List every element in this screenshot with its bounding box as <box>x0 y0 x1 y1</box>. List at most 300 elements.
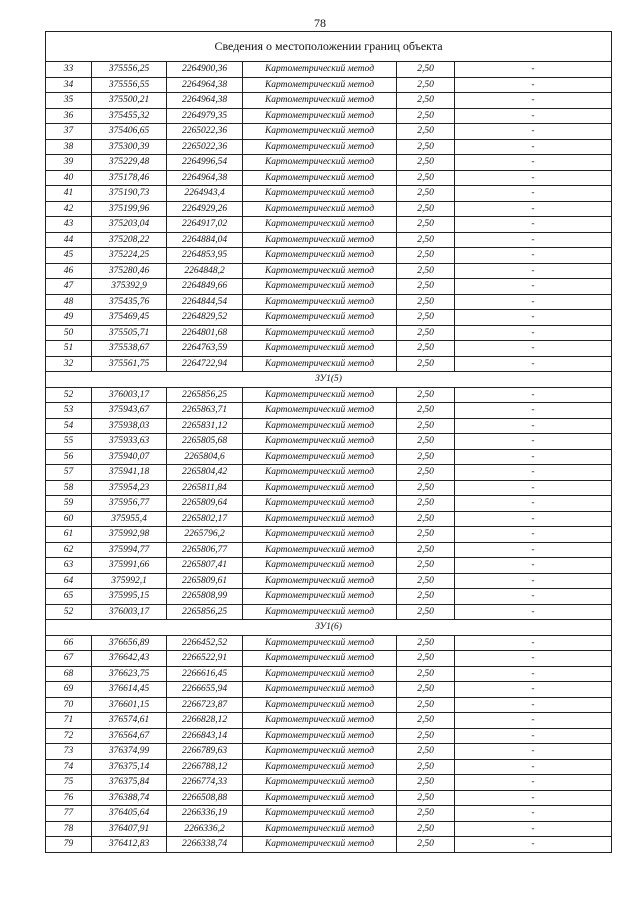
method-cell: Картометрический метод <box>243 341 397 357</box>
point-number-cell: 65 <box>46 589 92 605</box>
x-coordinate-cell: 375435,76 <box>92 294 167 310</box>
accuracy-cell: 2,50 <box>397 480 455 496</box>
point-number-cell: 64 <box>46 573 92 589</box>
y-coordinate-cell: 2265809,61 <box>167 573 243 589</box>
x-coordinate-cell: 375940,07 <box>92 449 167 465</box>
x-coordinate-cell: 375190,73 <box>92 186 167 202</box>
accuracy-cell: 2,50 <box>397 790 455 806</box>
description-cell: - <box>455 465 612 481</box>
table-row <box>46 418 612 434</box>
accuracy-cell: 2,50 <box>397 821 455 837</box>
description-cell: - <box>455 77 612 93</box>
method-cell: Картометрический метод <box>243 325 397 341</box>
table-row <box>46 155 612 171</box>
y-coordinate-cell: 2264801,68 <box>167 325 243 341</box>
table-title: Сведения о местоположении границ объекта <box>46 32 612 62</box>
x-coordinate-cell: 375203,04 <box>92 217 167 233</box>
point-number-cell: 52 <box>46 604 92 620</box>
table-row <box>46 217 612 233</box>
point-number-cell: 52 <box>46 387 92 403</box>
point-number-cell: 33 <box>46 62 92 78</box>
x-coordinate-cell: 375992,1 <box>92 573 167 589</box>
table-row <box>46 77 612 93</box>
point-number-cell: 77 <box>46 806 92 822</box>
table-row <box>46 697 612 713</box>
y-coordinate-cell: 2264979,35 <box>167 108 243 124</box>
accuracy-cell: 2,50 <box>397 387 455 403</box>
point-number-cell: 44 <box>46 232 92 248</box>
accuracy-cell: 2,50 <box>397 759 455 775</box>
method-cell: Картометрический метод <box>243 604 397 620</box>
accuracy-cell: 2,50 <box>397 124 455 140</box>
method-cell: Картометрический метод <box>243 589 397 605</box>
section-label: ЗУ1(5) <box>46 372 612 388</box>
description-cell: - <box>455 325 612 341</box>
description-cell: - <box>455 759 612 775</box>
point-number-cell: 47 <box>46 279 92 295</box>
x-coordinate-cell: 376656,89 <box>92 635 167 651</box>
y-coordinate-cell: 2265804,42 <box>167 465 243 481</box>
method-cell: Картометрический метод <box>243 821 397 837</box>
description-cell: - <box>455 496 612 512</box>
y-coordinate-cell: 2264848,2 <box>167 263 243 279</box>
accuracy-cell: 2,50 <box>397 697 455 713</box>
accuracy-cell: 2,50 <box>397 170 455 186</box>
x-coordinate-cell: 375300,39 <box>92 139 167 155</box>
accuracy-cell: 2,50 <box>397 713 455 729</box>
point-number-cell: 68 <box>46 666 92 682</box>
table-row <box>46 341 612 357</box>
description-cell: - <box>455 341 612 357</box>
description-cell: - <box>455 697 612 713</box>
x-coordinate-cell: 376601,15 <box>92 697 167 713</box>
point-number-cell: 72 <box>46 728 92 744</box>
description-cell: - <box>455 527 612 543</box>
table-row <box>46 139 612 155</box>
table-row <box>46 511 612 527</box>
point-number-cell: 50 <box>46 325 92 341</box>
x-coordinate-cell: 375556,25 <box>92 62 167 78</box>
x-coordinate-cell: 376375,14 <box>92 759 167 775</box>
accuracy-cell: 2,50 <box>397 666 455 682</box>
point-number-cell: 73 <box>46 744 92 760</box>
section-header-row <box>46 620 612 636</box>
method-cell: Картометрический метод <box>243 697 397 713</box>
table-row <box>46 728 612 744</box>
method-cell: Картометрический метод <box>243 434 397 450</box>
table-row <box>46 713 612 729</box>
table-row <box>46 837 612 853</box>
point-number-cell: 55 <box>46 434 92 450</box>
y-coordinate-cell: 2266452,52 <box>167 635 243 651</box>
description-cell: - <box>455 403 612 419</box>
y-coordinate-cell: 2264964,38 <box>167 170 243 186</box>
table-header-row <box>46 32 612 62</box>
point-number-cell: 37 <box>46 124 92 140</box>
table-row <box>46 124 612 140</box>
method-cell: Картометрический метод <box>243 232 397 248</box>
accuracy-cell: 2,50 <box>397 93 455 109</box>
x-coordinate-cell: 375994,77 <box>92 542 167 558</box>
table-row <box>46 387 612 403</box>
accuracy-cell: 2,50 <box>397 728 455 744</box>
point-number-cell: 74 <box>46 759 92 775</box>
x-coordinate-cell: 376375,84 <box>92 775 167 791</box>
point-number-cell: 36 <box>46 108 92 124</box>
description-cell: - <box>455 279 612 295</box>
method-cell: Картометрический метод <box>243 62 397 78</box>
description-cell: - <box>455 558 612 574</box>
table-row <box>46 682 612 698</box>
method-cell: Картометрический метод <box>243 480 397 496</box>
table-row <box>46 496 612 512</box>
description-cell: - <box>455 108 612 124</box>
method-cell: Картометрический метод <box>243 310 397 326</box>
table-row <box>46 527 612 543</box>
table-row <box>46 604 612 620</box>
description-cell: - <box>455 666 612 682</box>
method-cell: Картометрический метод <box>243 728 397 744</box>
table-row <box>46 310 612 326</box>
accuracy-cell: 2,50 <box>397 325 455 341</box>
description-cell: - <box>455 356 612 372</box>
point-number-cell: 54 <box>46 418 92 434</box>
x-coordinate-cell: 375941,18 <box>92 465 167 481</box>
y-coordinate-cell: 2266789,63 <box>167 744 243 760</box>
description-cell: - <box>455 682 612 698</box>
table-row <box>46 62 612 78</box>
accuracy-cell: 2,50 <box>397 465 455 481</box>
point-number-cell: 61 <box>46 527 92 543</box>
description-cell: - <box>455 310 612 326</box>
table-row <box>46 651 612 667</box>
description-cell: - <box>455 604 612 620</box>
y-coordinate-cell: 2265022,36 <box>167 139 243 155</box>
table-row <box>46 93 612 109</box>
table-row <box>46 806 612 822</box>
x-coordinate-cell: 375955,4 <box>92 511 167 527</box>
x-coordinate-cell: 376405,64 <box>92 806 167 822</box>
point-number-cell: 71 <box>46 713 92 729</box>
description-cell: - <box>455 837 612 853</box>
table-body <box>46 62 612 853</box>
y-coordinate-cell: 2265811,84 <box>167 480 243 496</box>
accuracy-cell: 2,50 <box>397 62 455 78</box>
method-cell: Картометрический метод <box>243 542 397 558</box>
x-coordinate-cell: 375469,45 <box>92 310 167 326</box>
accuracy-cell: 2,50 <box>397 682 455 698</box>
accuracy-cell: 2,50 <box>397 496 455 512</box>
table-row <box>46 449 612 465</box>
accuracy-cell: 2,50 <box>397 589 455 605</box>
accuracy-cell: 2,50 <box>397 356 455 372</box>
y-coordinate-cell: 2266508,88 <box>167 790 243 806</box>
table-row <box>46 263 612 279</box>
table-row <box>46 790 612 806</box>
table-row <box>46 170 612 186</box>
table-row <box>46 108 612 124</box>
method-cell: Картометрический метод <box>243 713 397 729</box>
x-coordinate-cell: 375938,03 <box>92 418 167 434</box>
table-row <box>46 775 612 791</box>
x-coordinate-cell: 375392,9 <box>92 279 167 295</box>
description-cell: - <box>455 263 612 279</box>
accuracy-cell: 2,50 <box>397 279 455 295</box>
point-number-cell: 38 <box>46 139 92 155</box>
method-cell: Картометрический метод <box>243 806 397 822</box>
description-cell: - <box>455 821 612 837</box>
description-cell: - <box>455 806 612 822</box>
method-cell: Картометрический метод <box>243 186 397 202</box>
table-row <box>46 201 612 217</box>
y-coordinate-cell: 2265796,2 <box>167 527 243 543</box>
point-number-cell: 59 <box>46 496 92 512</box>
description-cell: - <box>455 713 612 729</box>
accuracy-cell: 2,50 <box>397 294 455 310</box>
accuracy-cell: 2,50 <box>397 232 455 248</box>
x-coordinate-cell: 376642,43 <box>92 651 167 667</box>
point-number-cell: 79 <box>46 837 92 853</box>
table-row <box>46 744 612 760</box>
y-coordinate-cell: 2264964,38 <box>167 93 243 109</box>
description-cell: - <box>455 248 612 264</box>
point-number-cell: 46 <box>46 263 92 279</box>
method-cell: Картометрический метод <box>243 418 397 434</box>
point-number-cell: 45 <box>46 248 92 264</box>
x-coordinate-cell: 376388,74 <box>92 790 167 806</box>
accuracy-cell: 2,50 <box>397 542 455 558</box>
table-row <box>46 325 612 341</box>
method-cell: Картометрический метод <box>243 837 397 853</box>
accuracy-cell: 2,50 <box>397 139 455 155</box>
x-coordinate-cell: 375224,25 <box>92 248 167 264</box>
accuracy-cell: 2,50 <box>397 186 455 202</box>
point-number-cell: 62 <box>46 542 92 558</box>
method-cell: Картометрический метод <box>243 511 397 527</box>
x-coordinate-cell: 375199,96 <box>92 201 167 217</box>
y-coordinate-cell: 2266522,91 <box>167 651 243 667</box>
table-row <box>46 573 612 589</box>
description-cell: - <box>455 790 612 806</box>
table-row <box>46 294 612 310</box>
point-number-cell: 34 <box>46 77 92 93</box>
x-coordinate-cell: 375995,15 <box>92 589 167 605</box>
section-label: ЗУ1(6) <box>46 620 612 636</box>
method-cell: Картометрический метод <box>243 449 397 465</box>
table-row <box>46 434 612 450</box>
y-coordinate-cell: 2264849,66 <box>167 279 243 295</box>
accuracy-cell: 2,50 <box>397 744 455 760</box>
point-number-cell: 49 <box>46 310 92 326</box>
method-cell: Картометрический метод <box>243 356 397 372</box>
y-coordinate-cell: 2266616,45 <box>167 666 243 682</box>
method-cell: Картометрический метод <box>243 682 397 698</box>
x-coordinate-cell: 376564,67 <box>92 728 167 744</box>
y-coordinate-cell: 2266336,19 <box>167 806 243 822</box>
y-coordinate-cell: 2265804,6 <box>167 449 243 465</box>
method-cell: Картометрический метод <box>243 279 397 295</box>
y-coordinate-cell: 2264722,94 <box>167 356 243 372</box>
x-coordinate-cell: 375556,55 <box>92 77 167 93</box>
y-coordinate-cell: 2264996,54 <box>167 155 243 171</box>
y-coordinate-cell: 2264763,59 <box>167 341 243 357</box>
point-number-cell: 53 <box>46 403 92 419</box>
method-cell: Картометрический метод <box>243 666 397 682</box>
y-coordinate-cell: 2265802,17 <box>167 511 243 527</box>
table-row <box>46 666 612 682</box>
y-coordinate-cell: 2264853,95 <box>167 248 243 264</box>
description-cell: - <box>455 651 612 667</box>
point-number-cell: 76 <box>46 790 92 806</box>
method-cell: Картометрический метод <box>243 558 397 574</box>
x-coordinate-cell: 375933,63 <box>92 434 167 450</box>
point-number-cell: 63 <box>46 558 92 574</box>
point-number-cell: 35 <box>46 93 92 109</box>
method-cell: Картометрический метод <box>243 651 397 667</box>
y-coordinate-cell: 2266774,33 <box>167 775 243 791</box>
point-number-cell: 48 <box>46 294 92 310</box>
table-row <box>46 759 612 775</box>
method-cell: Картометрический метод <box>243 139 397 155</box>
x-coordinate-cell: 375954,23 <box>92 480 167 496</box>
table-row <box>46 589 612 605</box>
y-coordinate-cell: 2266843,14 <box>167 728 243 744</box>
y-coordinate-cell: 2265809,64 <box>167 496 243 512</box>
table-row <box>46 480 612 496</box>
point-number-cell: 75 <box>46 775 92 791</box>
description-cell: - <box>455 201 612 217</box>
x-coordinate-cell: 375178,46 <box>92 170 167 186</box>
x-coordinate-cell: 376623,75 <box>92 666 167 682</box>
accuracy-cell: 2,50 <box>397 155 455 171</box>
accuracy-cell: 2,50 <box>397 449 455 465</box>
y-coordinate-cell: 2265831,12 <box>167 418 243 434</box>
point-number-cell: 56 <box>46 449 92 465</box>
description-cell: - <box>455 728 612 744</box>
x-coordinate-cell: 376003,17 <box>92 387 167 403</box>
y-coordinate-cell: 2264829,52 <box>167 310 243 326</box>
table-row <box>46 356 612 372</box>
point-number-cell: 39 <box>46 155 92 171</box>
description-cell: - <box>455 62 612 78</box>
x-coordinate-cell: 375992,98 <box>92 527 167 543</box>
x-coordinate-cell: 376574,61 <box>92 713 167 729</box>
method-cell: Картометрический метод <box>243 790 397 806</box>
accuracy-cell: 2,50 <box>397 511 455 527</box>
accuracy-cell: 2,50 <box>397 341 455 357</box>
description-cell: - <box>455 589 612 605</box>
point-number-cell: 32 <box>46 356 92 372</box>
method-cell: Картометрический метод <box>243 387 397 403</box>
description-cell: - <box>455 294 612 310</box>
method-cell: Картометрический метод <box>243 744 397 760</box>
y-coordinate-cell: 2264900,36 <box>167 62 243 78</box>
x-coordinate-cell: 376374,99 <box>92 744 167 760</box>
accuracy-cell: 2,50 <box>397 108 455 124</box>
method-cell: Картометрический метод <box>243 201 397 217</box>
accuracy-cell: 2,50 <box>397 217 455 233</box>
method-cell: Картометрический метод <box>243 155 397 171</box>
y-coordinate-cell: 2264844,54 <box>167 294 243 310</box>
point-number-cell: 57 <box>46 465 92 481</box>
description-cell: - <box>455 635 612 651</box>
accuracy-cell: 2,50 <box>397 837 455 853</box>
description-cell: - <box>455 124 612 140</box>
point-number-cell: 43 <box>46 217 92 233</box>
description-cell: - <box>455 139 612 155</box>
description-cell: - <box>455 186 612 202</box>
method-cell: Картометрический метод <box>243 465 397 481</box>
y-coordinate-cell: 2264964,38 <box>167 77 243 93</box>
method-cell: Картометрический метод <box>243 263 397 279</box>
x-coordinate-cell: 376407,91 <box>92 821 167 837</box>
description-cell: - <box>455 480 612 496</box>
y-coordinate-cell: 2264884,04 <box>167 232 243 248</box>
table-row <box>46 403 612 419</box>
x-coordinate-cell: 375505,71 <box>92 325 167 341</box>
point-number-cell: 69 <box>46 682 92 698</box>
x-coordinate-cell: 375500,21 <box>92 93 167 109</box>
y-coordinate-cell: 2266723,87 <box>167 697 243 713</box>
y-coordinate-cell: 2266336,2 <box>167 821 243 837</box>
accuracy-cell: 2,50 <box>397 434 455 450</box>
y-coordinate-cell: 2266338,74 <box>167 837 243 853</box>
accuracy-cell: 2,50 <box>397 263 455 279</box>
x-coordinate-cell: 376412,83 <box>92 837 167 853</box>
description-cell: - <box>455 93 612 109</box>
table-row <box>46 635 612 651</box>
description-cell: - <box>455 387 612 403</box>
x-coordinate-cell: 375956,77 <box>92 496 167 512</box>
y-coordinate-cell: 2265805,68 <box>167 434 243 450</box>
y-coordinate-cell: 2266828,12 <box>167 713 243 729</box>
accuracy-cell: 2,50 <box>397 573 455 589</box>
description-cell: - <box>455 775 612 791</box>
method-cell: Картометрический метод <box>243 759 397 775</box>
method-cell: Картометрический метод <box>243 775 397 791</box>
y-coordinate-cell: 2266655,94 <box>167 682 243 698</box>
method-cell: Картометрический метод <box>243 527 397 543</box>
boundary-coordinates-table <box>45 31 612 853</box>
section-header-row <box>46 372 612 388</box>
x-coordinate-cell: 375229,48 <box>92 155 167 171</box>
x-coordinate-cell: 375280,46 <box>92 263 167 279</box>
description-cell: - <box>455 744 612 760</box>
y-coordinate-cell: 2265022,36 <box>167 124 243 140</box>
table-row <box>46 558 612 574</box>
method-cell: Картометрический метод <box>243 217 397 233</box>
point-number-cell: 51 <box>46 341 92 357</box>
x-coordinate-cell: 376003,17 <box>92 604 167 620</box>
description-cell: - <box>455 449 612 465</box>
x-coordinate-cell: 375943,67 <box>92 403 167 419</box>
accuracy-cell: 2,50 <box>397 604 455 620</box>
description-cell: - <box>455 418 612 434</box>
accuracy-cell: 2,50 <box>397 201 455 217</box>
accuracy-cell: 2,50 <box>397 558 455 574</box>
description-cell: - <box>455 217 612 233</box>
accuracy-cell: 2,50 <box>397 310 455 326</box>
method-cell: Картометрический метод <box>243 635 397 651</box>
y-coordinate-cell: 2265863,71 <box>167 403 243 419</box>
x-coordinate-cell: 375561,75 <box>92 356 167 372</box>
point-number-cell: 40 <box>46 170 92 186</box>
y-coordinate-cell: 2265856,25 <box>167 387 243 403</box>
description-cell: - <box>455 573 612 589</box>
table-row <box>46 821 612 837</box>
point-number-cell: 78 <box>46 821 92 837</box>
y-coordinate-cell: 2265806,77 <box>167 542 243 558</box>
